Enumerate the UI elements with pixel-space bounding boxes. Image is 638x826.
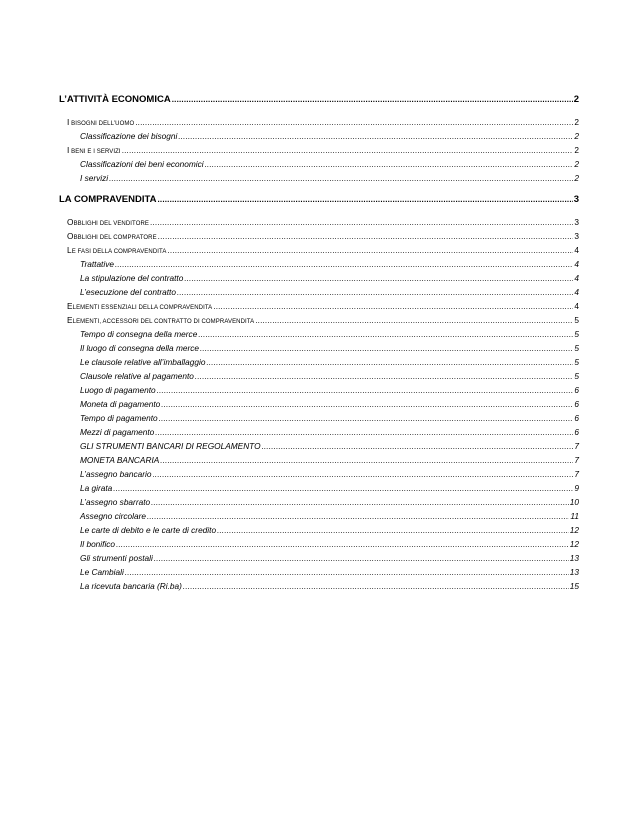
toc-entry-level-2[interactable] (0, 313, 638, 327)
toc-entry-level-3[interactable] (0, 129, 638, 143)
dot-leader (178, 130, 573, 144)
toc-entry-page-number: 4 (574, 273, 579, 283)
toc-entry-level-3[interactable] (0, 495, 638, 509)
toc-entry-title: La girata (80, 483, 113, 493)
toc-entry-level-3[interactable] (0, 579, 638, 593)
toc-entry-level-3[interactable] (0, 523, 638, 537)
toc-entry-title: Mezzi di pagamento (80, 427, 155, 437)
dot-leader (255, 314, 573, 328)
toc-entry-level-3[interactable] (0, 439, 638, 453)
toc-entry-title: L’ATTIVITÀ ECONOMICA (59, 94, 171, 105)
dot-leader (167, 244, 573, 258)
toc-entry-page-number: 2 (574, 117, 579, 127)
toc-entry-title: Classificazione dei bisogni (80, 131, 178, 141)
toc-entry-level-3[interactable] (0, 467, 638, 481)
toc-entry-page-number: 5 (574, 371, 579, 381)
toc-entry-level-3[interactable] (0, 285, 638, 299)
dot-leader (172, 93, 573, 107)
toc-entry-title: Gli strumenti postali (80, 553, 153, 563)
dot-leader (151, 496, 569, 510)
toc-entry-page-number: 10 (569, 497, 579, 507)
toc-entry-page-number: 6 (574, 399, 579, 409)
toc-entry-level-3[interactable] (0, 397, 638, 411)
toc-entry-title: LA COMPRAVENDITA (59, 194, 157, 205)
toc-entry-level-3[interactable] (0, 271, 638, 285)
toc-entry-page-number: 12 (569, 539, 579, 549)
toc-entry-title: Clausole relative al pagamento (80, 371, 194, 381)
toc-entry-page-number: 7 (574, 469, 579, 479)
dot-leader (184, 272, 573, 286)
toc-entry-title: ELEMENTI ESSENZIALI DELLA COMPRAVENDITA (67, 301, 213, 311)
toc-entry-page-number: 5 (574, 343, 579, 353)
toc-entry-title: La stipulazione del contratto (80, 273, 184, 283)
toc-entry-title: I BENI E I SERVIZI (67, 145, 121, 155)
dot-leader (116, 538, 569, 552)
toc-entry-level-3[interactable] (0, 341, 638, 355)
toc-entry-page-number: 3 (574, 217, 579, 227)
toc-entry-title: Le clausole relative all’imballaggio (80, 357, 206, 367)
dot-leader (205, 158, 574, 172)
toc-entry-level-3[interactable] (0, 411, 638, 425)
toc-entry-title: Trattative (80, 259, 114, 269)
toc-entry-page-number: 7 (574, 455, 579, 465)
table-of-contents (0, 93, 638, 593)
toc-entry-title: L’assegno bancario (80, 469, 152, 479)
toc-entry-page-number: 11 (570, 511, 579, 521)
toc-entry-title: L’esecuzione del contratto (80, 287, 176, 297)
dot-leader (177, 286, 573, 300)
toc-entry-level-2[interactable] (0, 143, 638, 157)
toc-entry-title: I BISOGNI DELL’UOMO (67, 117, 135, 127)
toc-entry-level-2[interactable] (0, 299, 638, 313)
toc-entry-page-number: 4 (574, 301, 579, 311)
dot-leader (160, 454, 573, 468)
toc-entry-page-number: 6 (574, 427, 579, 437)
toc-entry-level-3[interactable] (0, 355, 638, 369)
toc-entry-title: MONETA BANCARIA (80, 455, 160, 465)
toc-entry-level-3[interactable] (0, 551, 638, 565)
dot-leader (135, 116, 573, 130)
dot-leader (157, 193, 572, 207)
dot-leader (157, 384, 574, 398)
dot-leader (198, 328, 573, 342)
dot-leader (122, 144, 574, 158)
toc-entry-level-3[interactable] (0, 171, 638, 185)
toc-entry-page-number: 3 (573, 194, 579, 205)
toc-entry-page-number: 5 (574, 357, 579, 367)
toc-entry-title: Classificazioni dei beni economici (80, 159, 204, 169)
toc-entry-title: LE FASI DELLA COMPRAVENDITA (67, 245, 167, 255)
toc-entry-level-3[interactable] (0, 537, 638, 551)
dot-leader (213, 300, 573, 314)
toc-entry-title: Le Cambiali (80, 567, 124, 577)
toc-entry-level-3[interactable] (0, 369, 638, 383)
dot-leader (262, 440, 574, 454)
dot-leader (200, 342, 573, 356)
toc-entry-level-1[interactable] (0, 193, 638, 207)
toc-entry-title: I servizi (80, 173, 109, 183)
toc-entry-page-number: 4 (574, 259, 579, 269)
toc-entry-title: Tempo di pagamento (80, 413, 158, 423)
toc-entry-page-number: 2 (574, 159, 579, 169)
toc-entry-level-2[interactable] (0, 243, 638, 257)
toc-entry-level-2[interactable] (0, 215, 638, 229)
toc-entry-level-1[interactable] (0, 93, 638, 107)
toc-entry-level-3[interactable] (0, 453, 638, 467)
dot-leader (147, 510, 569, 524)
toc-entry-level-2[interactable] (0, 229, 638, 243)
toc-entry-level-3[interactable] (0, 425, 638, 439)
toc-entry-title: ELEMENTI, ACCESSORI DEL CONTRATTO DI COMPRAVENDITA (67, 315, 255, 325)
toc-entry-title: OBBLIGHI DEL COMPRATORE (67, 231, 157, 241)
toc-entry-page-number: 12 (569, 525, 579, 535)
toc-entry-level-3[interactable] (0, 257, 638, 271)
dot-leader (153, 468, 574, 482)
toc-entry-page-number: 5 (574, 329, 579, 339)
toc-entry-page-number: 4 (574, 287, 579, 297)
toc-entry-page-number: 6 (574, 413, 579, 423)
toc-entry-page-number: 2 (574, 131, 579, 141)
toc-entry-title: Luogo di pagamento (80, 385, 156, 395)
dot-leader (115, 258, 573, 272)
dot-leader (159, 412, 574, 426)
toc-entry-page-number: 7 (574, 441, 579, 451)
dot-leader (183, 580, 569, 594)
toc-entry-level-3[interactable] (0, 327, 638, 341)
toc-entry-page-number: 9 (574, 483, 579, 493)
toc-entry-page-number: 13 (569, 553, 579, 563)
toc-entry-page-number: 15 (569, 581, 579, 591)
dot-leader (113, 482, 573, 496)
toc-entry-level-3[interactable] (0, 383, 638, 397)
toc-entry-level-3[interactable] (0, 565, 638, 579)
toc-entry-level-3[interactable] (0, 481, 638, 495)
dot-leader (161, 398, 573, 412)
toc-entry-title: Il bonifico (80, 539, 116, 549)
toc-entry-page-number: 2 (574, 145, 579, 155)
toc-entry-title: Tempo di consegna della merce (80, 329, 198, 339)
toc-entry-level-2[interactable] (0, 115, 638, 129)
dot-leader (158, 230, 574, 244)
toc-entry-level-3[interactable] (0, 509, 638, 523)
toc-entry-page-number: 6 (574, 385, 579, 395)
toc-entry-page-number: 3 (574, 231, 579, 241)
dot-leader (195, 370, 573, 384)
dot-leader (125, 566, 569, 580)
dot-leader (206, 356, 573, 370)
toc-entry-title: Moneta di pagamento (80, 399, 161, 409)
dot-leader (217, 524, 569, 538)
toc-entry-title: L’assegno sbarrato (80, 497, 151, 507)
dot-leader (155, 426, 573, 440)
toc-entry-title: Le carte di debito e le carte di credito (80, 525, 217, 535)
toc-entry-level-3[interactable] (0, 157, 638, 171)
toc-entry-title: GLI STRUMENTI BANCARI DI REGOLAMENTO (80, 441, 261, 451)
toc-entry-title: La ricevuta bancaria (Ri.ba) (80, 581, 182, 591)
toc-entry-title: Assegno circolare (80, 511, 146, 521)
toc-entry-page-number: 2 (574, 173, 579, 183)
toc-entry-page-number: 5 (574, 315, 579, 325)
toc-entry-page-number: 2 (573, 94, 579, 105)
toc-entry-title: Il luogo di consegna della merce (80, 343, 199, 353)
toc-entry-title: OBBLIGHI DEL VENDITORE (67, 217, 150, 227)
dot-leader (109, 172, 573, 186)
dot-leader (150, 216, 573, 230)
dot-leader (154, 552, 569, 566)
toc-entry-page-number: 4 (574, 245, 579, 255)
toc-entry-page-number: 13 (569, 567, 579, 577)
